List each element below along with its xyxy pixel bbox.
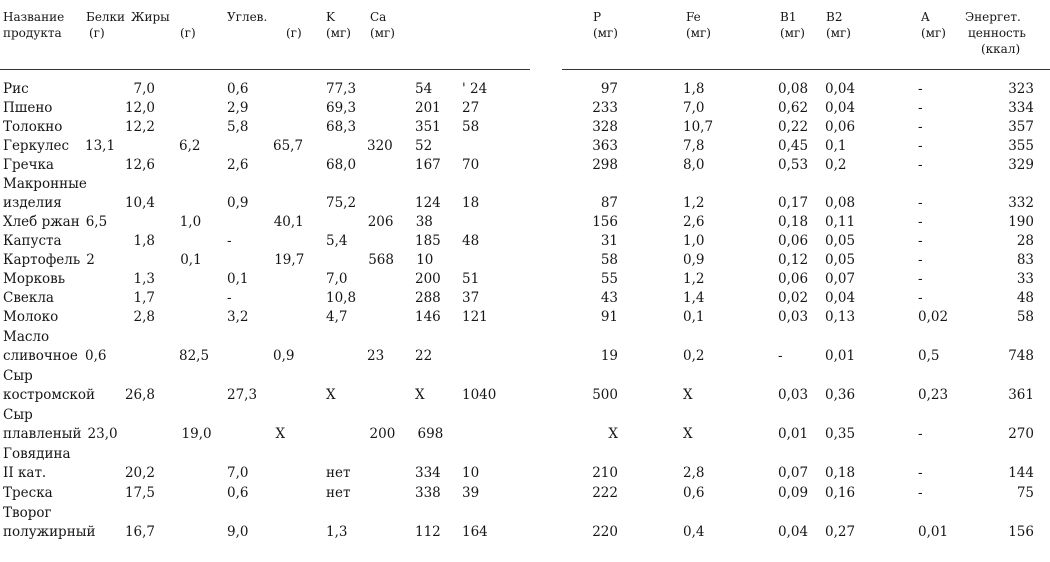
cell-fe: 2,8 [683,465,705,481]
cell-carbs: 68,3 [326,119,357,135]
cell-carbs: 40,1 [273,214,304,230]
product-name: Треска [3,485,53,501]
header-a-line1: A [921,10,930,24]
header-k-line1: K [326,10,335,24]
cell-protein: 10,4 [124,195,155,211]
cell-b1: 0,01 [778,426,809,442]
cell-b1: 0,02 [778,290,809,306]
product-name-line: Сыр [3,407,33,423]
cell-b1: 0,17 [778,195,809,211]
cell-fe: 10,7 [683,119,714,135]
cell-carbs: 19,7 [274,252,305,268]
cell-carbs: 1,3 [326,524,348,540]
cell-ca: 52 [415,138,433,154]
cell-a: - [918,271,923,287]
cell-b1: 0,18 [778,214,809,230]
cell-k: X [415,387,425,403]
cell-k: 351 [415,119,441,135]
cell-b2: 0,27 [825,524,856,540]
cell-carbs: 0,9 [273,348,295,364]
cell-ca: 164 [462,524,488,540]
cell-a: - [918,252,923,268]
header-energy-line1: Энергет. [965,10,1021,24]
cell-a: - [918,81,923,97]
product-name-line: Сыр [3,368,33,384]
cell-a: - [918,233,923,249]
product-name: Молоко [3,309,59,325]
cell-fe: 0,6 [683,485,705,501]
cell-ca: 18 [462,195,480,211]
cell-fat: 7,0 [227,465,249,481]
header-p-line2: (мг) [593,26,618,40]
header-fat-line2: (г) [180,26,196,40]
cell-b1: 0,06 [778,271,809,287]
cell-p: 91 [600,309,618,325]
cell-p: 298 [592,157,618,173]
cell-fe: X [683,426,693,442]
cell-energy: 332 [1008,195,1034,211]
cell-fe: 1,2 [683,195,705,211]
cell-ca: 22 [415,348,433,364]
cell-carbs: 65,7 [273,138,304,154]
cell-p: X [608,426,618,442]
header-ca-line2: (мг) [370,26,395,40]
product-name-line: Творог [3,505,52,521]
cell-fat: 6,2 [179,138,201,154]
cell-carbs: нет [326,485,351,501]
cell-k: 146 [415,309,441,325]
cell-b1: 0,04 [778,524,809,540]
cell-k: 23 [367,348,385,364]
product-name: Рис [3,81,29,97]
product-name: Свекла [3,290,54,306]
cell-energy: 361 [1008,387,1034,403]
cell-a: - [918,100,923,116]
cell-p: 31 [600,233,618,249]
cell-a: - [918,157,923,173]
product-name: Картофель [3,252,81,268]
cell-b2: 0,13 [825,309,856,325]
cell-k: 185 [415,233,441,249]
cell-ca: 38 [415,214,433,230]
cell-p: 220 [592,524,618,540]
cell-energy: 355 [1008,138,1034,154]
cell-p: 363 [592,138,618,154]
cell-b2: 0,04 [825,290,856,306]
product-name: Пшено [3,100,53,116]
cell-fe: 7,8 [683,138,705,154]
cell-fat: 19,0 [181,426,212,442]
cell-k: 320 [367,138,393,154]
cell-a: - [918,119,923,135]
cell-energy: 270 [1008,426,1034,442]
cell-p: 500 [592,387,618,403]
cell-ca: 10 [462,465,480,481]
cell-carbs: 77,3 [326,81,357,97]
cell-ca: 27 [462,100,480,116]
header-energy-line3: (ккал) [981,42,1021,56]
cell-energy: 190 [1008,214,1034,230]
header-ca [370,9,395,41]
cell-p: 55 [600,271,618,287]
cell-protein: 20,2 [124,465,155,481]
header-k-line2: (мг) [326,26,351,40]
header-k [326,9,351,41]
product-name-line: полужирный [3,524,96,540]
cell-k: 334 [415,465,441,481]
cell-b2: 0,04 [825,81,856,97]
cell-ca: 39 [462,485,480,501]
cell-k: 124 [415,195,441,211]
cell-b1: 0,03 [778,387,809,403]
cell-a: - [918,138,923,154]
cell-energy: 357 [1008,119,1034,135]
cell-k: 201 [415,100,441,116]
cell-fat: 0,1 [180,252,202,268]
cell-carbs: 10,8 [326,290,357,306]
cell-fat: - [227,233,232,249]
cell-ca: 58 [462,119,480,135]
header-b1-line1: B1 [780,10,797,24]
header-fe-line1: Fe [686,10,701,24]
cell-b2: 0,07 [825,271,856,287]
cell-fe: 0,2 [683,348,705,364]
header-fe [686,9,711,41]
cell-p: 233 [592,100,618,116]
header-p-line1: P [593,10,602,24]
cell-energy: 28 [1016,233,1034,249]
product-name-line: плавленый [3,426,82,442]
cell-protein: 23,0 [87,426,118,442]
header-b2-line1: B2 [826,10,843,24]
cell-p: 43 [600,290,618,306]
cell-fat: 0,9 [227,195,249,211]
cell-a: - [918,214,923,230]
cell-ca: 48 [462,233,480,249]
cell-protein: 12,0 [124,100,155,116]
cell-a: 0,23 [918,387,949,403]
cell-carbs: 5,4 [326,233,348,249]
cell-b1: 0,06 [778,233,809,249]
header-p [593,9,618,41]
cell-fat: 2,9 [227,100,249,116]
product-name: Гречка [3,157,54,173]
header-fat-line1: Жиры [131,10,170,24]
cell-a: 0,02 [918,309,949,325]
cell-ca: 70 [462,157,480,173]
header-rule-right [562,69,1050,70]
cell-a: 0,5 [918,348,940,364]
cell-carbs: 7,0 [326,271,348,287]
product-name-line: Говядина [3,446,71,462]
cell-protein: 13,1 [85,138,116,154]
cell-b2: 0,35 [825,426,856,442]
cell-b1: 0,53 [778,157,809,173]
cell-fe: 8,0 [683,157,705,173]
product-name: Толокно [3,119,63,135]
cell-energy: 329 [1008,157,1034,173]
cell-b1: 0,62 [778,100,809,116]
cell-carbs: 4,7 [326,309,348,325]
header-b2-line2: (мг) [826,26,851,40]
cell-ca: 37 [462,290,480,306]
cell-k: 288 [415,290,441,306]
cell-fat: 0,6 [227,81,249,97]
cell-protein: 16,7 [124,524,155,540]
cell-k: 568 [368,252,394,268]
cell-k: 167 [415,157,441,173]
cell-carbs: X [275,426,286,442]
cell-b2: 0,1 [825,138,847,154]
cell-fat: 82,5 [179,348,210,364]
cell-fat: 3,2 [227,309,249,325]
product-name-line: сливочное [3,348,78,364]
header-name-line2: продукта [3,26,62,40]
header-carbs-line2: (г) [286,26,302,40]
cell-p: 328 [592,119,618,135]
cell-b2: 0,06 [825,119,856,135]
header-b2 [826,9,851,41]
cell-a: - [918,290,923,306]
cell-ca: 10 [416,252,434,268]
cell-p: 210 [592,465,618,481]
cell-energy: 156 [1008,524,1034,540]
cell-energy: 58 [1016,309,1034,325]
cell-carbs: 75,2 [326,195,357,211]
header-name-line1: Название [3,10,65,24]
cell-b1: 0,09 [778,485,809,501]
product-name-line: костромской [3,387,95,403]
cell-fe: 2,6 [683,214,705,230]
cell-fat: 0,1 [227,271,249,287]
cell-b2: 0,11 [825,214,856,230]
cell-k: 200 [415,271,441,287]
cell-fat: 9,0 [227,524,249,540]
cell-energy: 748 [1008,348,1034,364]
cell-b1: 0,22 [778,119,809,135]
product-name: Хлеб ржан [3,214,80,230]
header-carbs-line1: Углев. [227,10,268,24]
cell-fat: - [227,290,232,306]
cell-b2: 0,05 [825,233,856,249]
cell-fe: 1,8 [683,81,705,97]
cell-fat: 0,6 [227,485,249,501]
cell-protein: 12,6 [124,157,155,173]
cell-carbs: 69,3 [326,100,357,116]
cell-b1: 0,03 [778,309,809,325]
cell-fat: 1,0 [179,214,202,230]
cell-a: - [918,485,923,501]
product-name-line: Макронные [3,176,87,192]
cell-b1: 0,12 [778,252,809,268]
cell-p: 156 [592,214,618,230]
cell-ca: 698 [417,426,444,442]
cell-protein: 1,3 [133,271,155,287]
cell-k: 200 [369,426,396,442]
header-protein-line2: (г) [89,26,105,40]
cell-p: 97 [600,81,618,97]
cell-b2: 0,01 [825,348,856,364]
header-energy [965,9,1026,57]
cell-energy: 83 [1016,252,1034,268]
cell-fe: 1,0 [683,233,705,249]
cell-energy: 323 [1008,81,1034,97]
cell-p: 222 [592,485,618,501]
cell-fe: 0,1 [683,309,705,325]
header-b1-line2: (мг) [780,26,805,40]
cell-fe: X [683,387,693,403]
cell-fe: 0,4 [683,524,705,540]
cell-ca: ' 24 [462,81,488,97]
cell-b2: 0,05 [825,252,856,268]
cell-carbs: X [326,387,336,403]
cell-energy: 334 [1008,100,1034,116]
cell-protein: 17,5 [124,485,155,501]
cell-b2: 0,16 [825,485,856,501]
header-fe-line2: (мг) [686,26,711,40]
cell-k: 338 [415,485,441,501]
cell-protein: 1,8 [133,233,155,249]
cell-energy: 75 [1016,485,1034,501]
cell-carbs: 68,0 [326,157,357,173]
header-ca-line1: Ca [370,10,387,24]
cell-protein: 6,5 [85,214,108,230]
cell-b2: 0,36 [825,387,856,403]
cell-energy: 33 [1016,271,1034,287]
cell-b2: 0,08 [825,195,856,211]
cell-protein: 12,2 [124,119,155,135]
cell-fe: 7,0 [683,100,705,116]
header-b1 [780,9,805,41]
cell-p: 19 [600,348,618,364]
cell-energy: 48 [1016,290,1034,306]
cell-fat: 5,8 [227,119,249,135]
product-name-line: II кат. [3,465,47,481]
product-name: Геркулес [3,138,70,154]
cell-a: 0,01 [918,524,949,540]
header-fat [131,9,196,41]
product-name-line: изделия [3,195,62,211]
cell-b2: 0,18 [825,465,856,481]
cell-fe: 0,9 [683,252,705,268]
cell-b1: 0,07 [778,465,809,481]
cell-k: 206 [367,214,394,230]
header-protein-line1: Белки [86,10,126,24]
header-a [921,9,946,41]
cell-a: - [918,195,923,211]
header-energy-line2: ценность [968,26,1026,40]
cell-ca: 121 [462,309,488,325]
cell-energy: 144 [1008,465,1034,481]
cell-protein: 26,8 [124,387,155,403]
cell-ca: 51 [462,271,480,287]
cell-b1: 0,45 [778,138,809,154]
cell-fat: 2,6 [227,157,249,173]
cell-b1: - [778,348,783,364]
product-name: Морковь [3,271,66,287]
cell-fat: 27,3 [227,387,258,403]
cell-k: 54 [415,81,433,97]
cell-protein: 2 [86,252,95,268]
cell-ca: 1040 [462,387,497,403]
cell-carbs: нет [326,465,351,481]
cell-protein: 0,6 [85,348,107,364]
cell-b1: 0,08 [778,81,809,97]
header-a-line2: (мг) [921,26,946,40]
cell-fe: 1,4 [683,290,705,306]
cell-a: - [918,426,923,442]
product-name-line: Масло [3,329,50,345]
header-rule-left [0,69,530,70]
header-protein [86,9,125,41]
cell-protein: 1,7 [133,290,155,306]
cell-fe: 1,2 [683,271,705,287]
cell-b2: 0,2 [825,157,847,173]
cell-b2: 0,04 [825,100,856,116]
header-carbs [227,9,302,41]
cell-protein: 2,8 [133,309,155,325]
cell-p: 58 [600,252,618,268]
cell-p: 87 [600,195,618,211]
cell-protein: 7,0 [133,81,155,97]
cell-k: 112 [415,524,441,540]
product-name: Капуста [3,233,62,249]
cell-a: - [918,465,923,481]
header-name [3,9,64,41]
